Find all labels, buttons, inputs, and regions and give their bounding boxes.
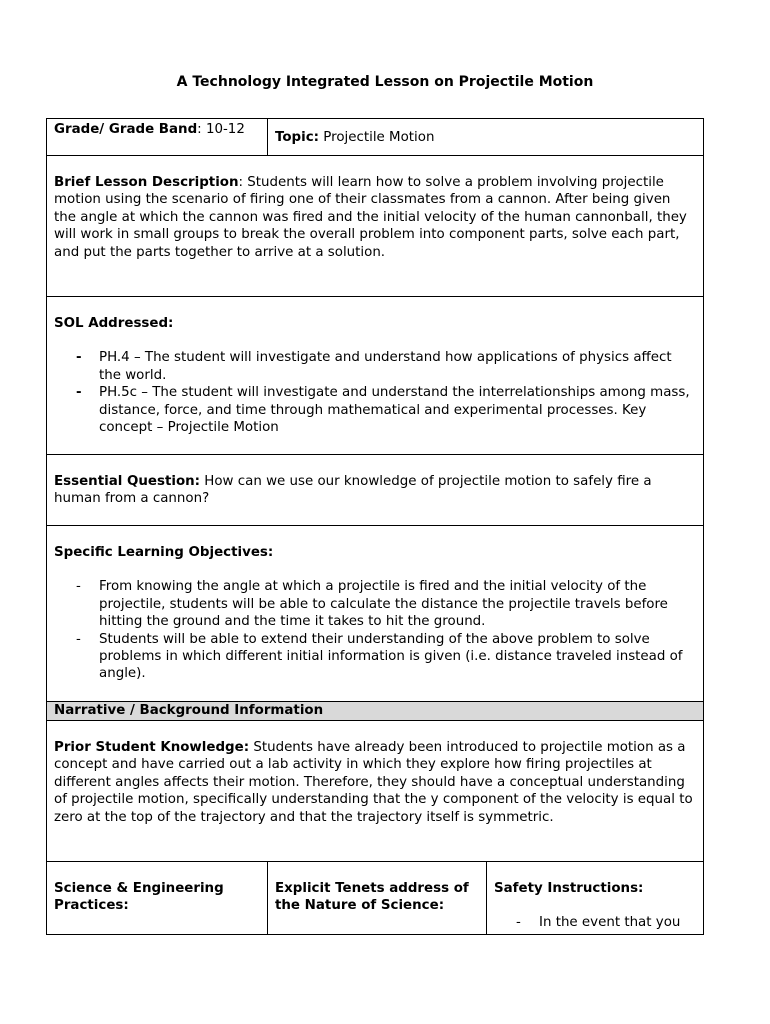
grade-label: Grade/ Grade Band — [54, 122, 198, 137]
sol-section — [47, 297, 703, 436]
essential-text: How can we use our knowledge of projectile motion to safely fire a human from a cannon? — [54, 474, 652, 507]
objectives-row — [46, 525, 704, 701]
grade-value: : 10-12 — [197, 122, 245, 137]
prior-knowledge — [47, 721, 703, 826]
sol-heading: SOL Addressed: — [54, 316, 174, 331]
prior-label: Prior Student Knowledge: — [54, 740, 250, 755]
bottom-row — [46, 861, 704, 935]
sol-list — [54, 349, 696, 436]
prior-knowledge-row — [46, 720, 704, 861]
objectives-heading: Specific Learning Objectives: — [54, 545, 274, 560]
narrative-heading: Narrative / Background Information — [54, 703, 324, 718]
prior-text: Students have already been introduced to projectile motion as a concept and have carried out a lab activity in which they explore how firing projectiles at different angles affects their motion. Therefore, they should have a conceptual understanding of projectile motion, specifically understanding that the y component of the velocity is equal to zero at the top of the trajectory and that the trajectory itself is symmetric. — [54, 740, 693, 825]
nature-of-science-heading: Explicit Tenets address of the Nature of Science: — [275, 881, 469, 914]
objectives-section — [47, 526, 703, 683]
lesson-table — [46, 118, 704, 935]
topic-value: Projectile Motion — [319, 130, 435, 145]
document-title: A Technology Integrated Lesson on Projectile Motion — [176, 74, 594, 90]
topic-cell — [267, 119, 703, 155]
nature-of-science-cell — [267, 862, 486, 934]
safety-list — [494, 914, 696, 931]
essential-label: Essential Question: — [54, 474, 201, 489]
narrative-header-row — [46, 701, 704, 720]
list-item: - PH.4 – The student will investigate and understand how applications of physics affect the world. — [76, 350, 672, 383]
objectives-list — [54, 578, 696, 682]
science-practices-heading: Science & Engineering Practices: — [54, 881, 224, 914]
list-item: - Students will be able to extend their understanding of the above problem to solve problems in which different initial information is given (i.e. distance traveled instead of angle). — [76, 631, 683, 682]
brief-text: : Students will learn how to solve a problem involving projectile motion using the scenario of firing one of their classmates from a cannon. After being given the angle at which the cannon was fired and the initial velocity of the human cannonball, they will work in small groups to break the overall problem into component parts, solve each part, and put the parts together to arrive at a solution. — [54, 175, 687, 260]
brief-description — [47, 156, 703, 261]
science-practices-cell — [47, 862, 267, 934]
safety-cell — [486, 862, 703, 934]
list-item: - From knowing the angle at which a projectile is fired and the initial velocity of the projectile, students will be able to calculate the distance the projectile travels before hitting the ground and the time it takes to hit the ground. — [76, 579, 668, 630]
list-item: - PH.5c – The student will investigate and understand the interrelationships among mass, distance, force, and time through mathematical and experimental processes. Key concept – Projectile Motion — [76, 385, 690, 436]
brief-label: Brief Lesson Description — [54, 175, 239, 190]
safety-heading: Safety Instructions: — [494, 881, 644, 896]
grade-topic-row — [46, 118, 704, 155]
topic-label: Topic: — [275, 130, 320, 145]
essential-question-row — [46, 454, 704, 525]
sol-row — [46, 296, 704, 454]
essential-question — [47, 455, 703, 508]
brief-description-row — [46, 155, 704, 296]
grade-cell — [47, 119, 267, 155]
list-item: - In the event that you — [516, 915, 681, 931]
